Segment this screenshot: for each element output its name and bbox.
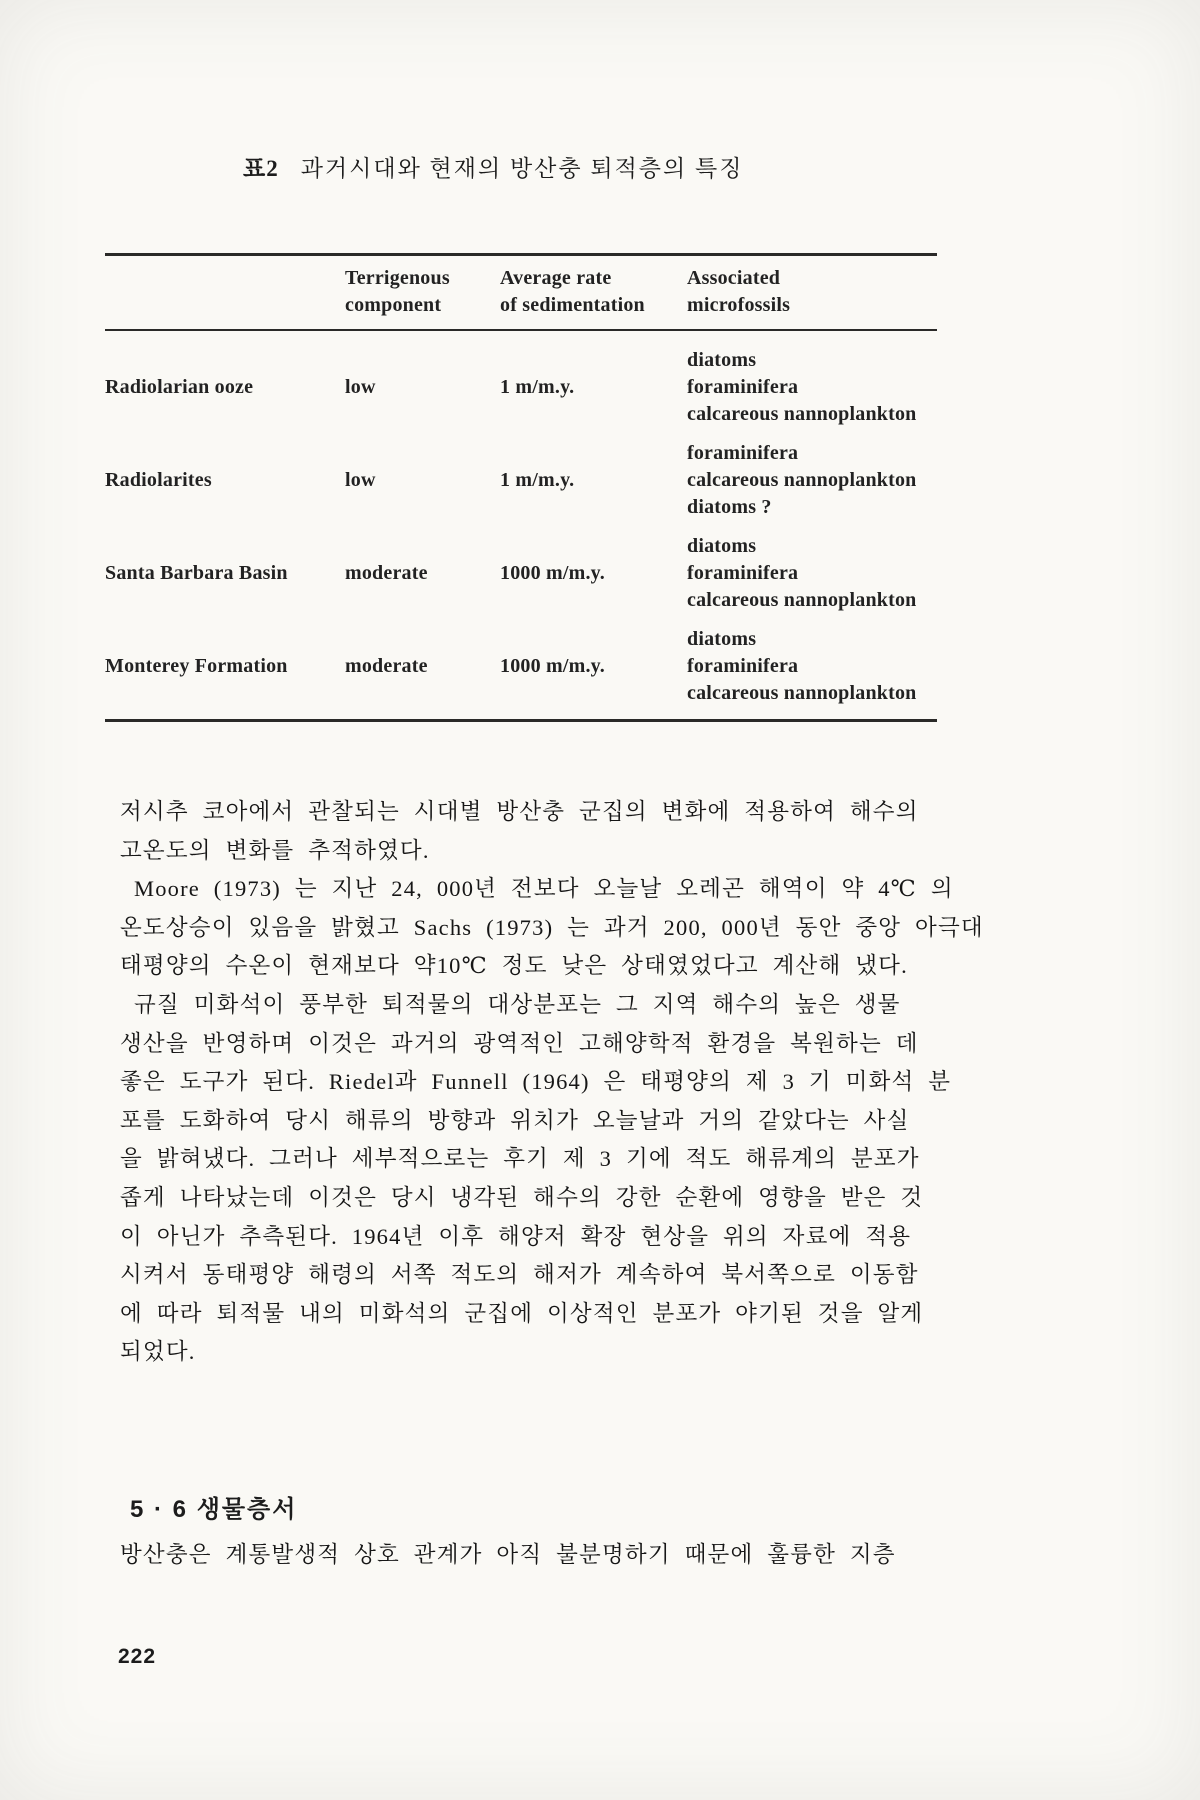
text-line: 생산을 반영하며 이것은 과거의 광역적인 고해양학적 환경을 복원하는 데 [120,1030,919,1056]
sediment-table [105,253,937,722]
row-terrigenous: low [345,376,376,398]
header-terrigenous [345,265,500,319]
row-terrigenous: low [345,469,376,491]
text-line: 온도상승이 있음을 밝혔고 Sachs (1973) 는 과거 200, 000년 동안 중앙 아극대 [120,914,984,940]
paragraph [120,793,952,870]
table-row [105,347,937,428]
row-name: Radiolarites [105,469,212,491]
row-name: Radiolarian ooze [105,376,254,398]
header-empty [105,265,345,319]
table-row [105,626,937,707]
row-microfossils [687,440,937,521]
header-microfossils-line1: Associated [687,267,781,289]
table-row [105,533,937,614]
text-line: 되었다. [120,1339,196,1365]
row-microfossils [687,533,937,614]
row-name: Santa Barbara Basin [105,562,288,584]
row-rate: 1 m/m.y. [500,469,575,491]
body-text [120,793,984,1372]
row-rate: 1000 m/m.y. [500,562,605,584]
text-line: 고온도의 변화를 추적하였다. [120,837,430,863]
row-terrigenous: moderate [345,655,428,677]
section-first-line: 방산충은 계통발생적 상호 관계가 아직 불분명하기 때문에 훌륭한 지층 [120,1542,896,1567]
header-rate-line2: of sedimentation [500,294,645,316]
microfossil-item: diatoms [687,628,757,650]
microfossil-item: diatoms [687,349,757,371]
microfossil-item: diatoms [687,535,757,557]
header-microfossils [687,265,937,319]
microfossil-item: foraminifera [687,655,799,677]
text-line: 을 밝혀냈다. 그러나 세부적으로는 후기 제 3 기에 적도 해류계의 분포가 [120,1146,920,1172]
section-heading: 5 · 6 생물층서 [130,1496,298,1523]
text-line: 좋은 도구가 된다. Riedel과 Funnell (1964) 은 태평양의 제 3 기 미화석 분 [120,1069,952,1095]
text-line: 규질 미화석이 풍부한 퇴적물의 대상분포는 그 지역 해수의 높은 생물 [134,991,901,1017]
microfossil-item: calcareous nannoplankton [687,403,917,425]
paragraph [120,986,952,1372]
text-line: 에 따라 퇴적물 내의 미화석의 군집에 이상적인 분포가 야기된 것을 알게 [120,1300,924,1326]
text-line: 태평양의 수온이 현재보다 약10℃ 정도 낮은 상태였었다고 계산해 냈다. [120,953,908,979]
microfossil-item: diatoms ? [687,496,772,518]
microfossil-item: calcareous nannoplankton [687,682,917,704]
table-title-text: 과거시대와 현재의 방산충 퇴적층의 특징 [300,156,744,181]
microfossil-item: calcareous nannoplankton [687,469,917,491]
row-microfossils [687,626,937,707]
table-number-label: 표2 [243,156,279,181]
text-line: 좁게 나타났는데 이것은 당시 냉각된 해수의 강한 순환에 영향을 받은 것 [120,1184,924,1210]
text-line: 저시추 코아에서 관찰되는 시대별 방산충 군집의 변화에 적용하여 해수의 [120,799,919,824]
header-microfossils-line2: microfossils [687,294,791,316]
page-number: 222 [118,1645,157,1668]
text-line: 이 아닌가 추측된다. 1964년 이후 해양저 확장 현상을 위의 자료에 적용 [120,1223,912,1249]
row-terrigenous: moderate [345,562,428,584]
row-microfossils [687,347,937,428]
header-rate [500,265,687,319]
microfossil-item: calcareous nannoplankton [687,589,917,611]
table-title [243,150,743,183]
header-rate-line1: Average rate [500,267,612,289]
text-line: Moore (1973) 는 지난 24, 000년 전보다 오늘날 오레곤 해역이 약 4℃ 의 [134,876,954,902]
row-rate: 1000 m/m.y. [500,655,605,677]
microfossil-item: foraminifera [687,562,799,584]
microfossil-item: foraminifera [687,442,799,464]
row-rate: 1 m/m.y. [500,376,575,398]
text-line: 시켜서 동태평양 해령의 서쪽 적도의 해저가 계속하여 북서쪽으로 이동함 [120,1262,919,1288]
text-line: 포를 도화하여 당시 해류의 방향과 위치가 오늘날과 거의 같았다는 사실 [120,1107,910,1133]
header-terrigenous-line1: Terrigenous [345,267,450,289]
table-header-row [105,256,937,331]
microfossil-item: foraminifera [687,376,799,398]
row-name: Monterey Formation [105,655,288,677]
table-row [105,440,937,521]
paragraph [120,870,984,986]
header-terrigenous-line2: component [345,294,442,316]
table-body [105,331,937,719]
